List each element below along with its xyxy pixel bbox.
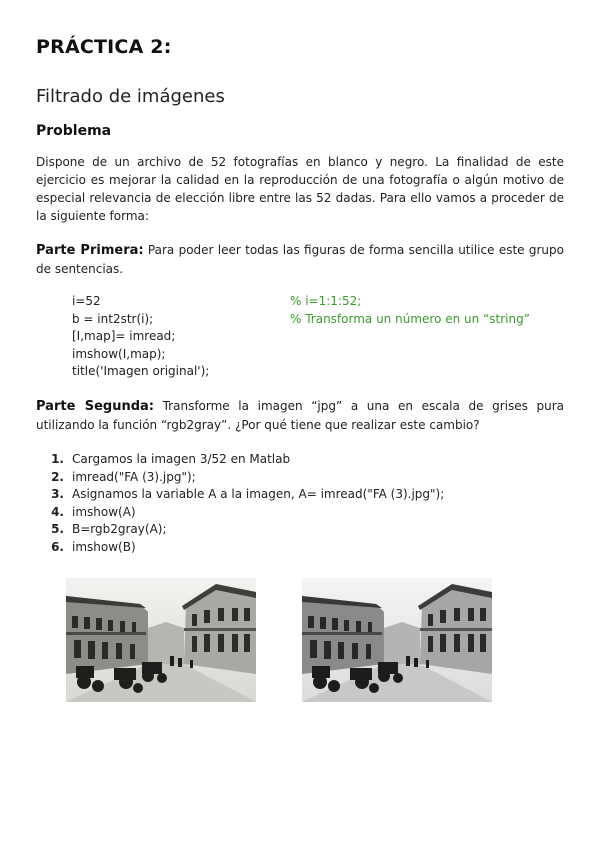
- step-text: imread("FA (3).jpg");: [72, 469, 196, 484]
- parte-primera-paragraph: [36, 241, 564, 278]
- list-item: [36, 486, 444, 504]
- code-statement: title('Imagen original');: [72, 364, 210, 378]
- step-text: imshow(A): [72, 504, 136, 519]
- parte-segunda-lead: Parte Segunda:: [36, 399, 154, 414]
- list-item: [36, 451, 444, 469]
- code-comment: % i=1:1:52;: [290, 294, 362, 308]
- list-item: [36, 504, 444, 522]
- step-text: imshow(B): [72, 539, 136, 554]
- list-item: [36, 539, 444, 557]
- page-subtitle: Filtrado de imágenes: [36, 86, 225, 107]
- parte-primera-lead: Parte Primera:: [36, 243, 144, 258]
- steps-list: [36, 451, 444, 556]
- parte-segunda-text: Transforme la imagen “jpg” a una en escala de grises pura utilizando la función “rgb2gray”. ¿Por qué tiene que realizar este cambio?: [36, 399, 564, 432]
- intro-paragraph: Dispone de un archivo de 52 fotografías en blanco y negro. La finalidad de este ejercicio es mejorar la calidad en la reproducción de una fotografía o algún motivo de especial relevancia de elección libre entre las 52 dadas. Para ello vamos a proceder de la siguiente forma:: [36, 155, 564, 223]
- page-title: PRÁCTICA 2:: [36, 36, 172, 58]
- code-statement: [I,map]= imread;: [72, 329, 176, 343]
- code-line: [72, 328, 564, 346]
- code-line: [72, 311, 564, 329]
- parte-primera-text: Para poder leer todas las figuras de forma sencilla utilice este grupo de sentencias.: [36, 243, 564, 276]
- list-item: [36, 521, 444, 539]
- code-statement: imshow(I,map);: [72, 346, 166, 361]
- step-number: 3.: [51, 487, 64, 501]
- step-text: Asignamos la variable A a la imagen, A= imread("FA (3).jpg");: [72, 487, 445, 501]
- parte-segunda-paragraph: [36, 397, 564, 434]
- step-number: 2.: [51, 469, 64, 484]
- code-block: [72, 293, 564, 381]
- step-number: 1.: [51, 452, 64, 466]
- code-statement: i=52: [72, 294, 101, 308]
- list-item: [36, 469, 444, 487]
- code-line: [72, 346, 564, 364]
- code-line: [72, 363, 564, 381]
- code-line: [72, 293, 564, 311]
- code-comment: % Transforma un número en un “string”: [290, 311, 530, 326]
- step-number: 6.: [51, 539, 64, 554]
- original-street-photo: [66, 578, 256, 702]
- code-statement: b = int2str(i);: [72, 311, 154, 326]
- step-text: B=rgb2gray(A);: [72, 522, 167, 536]
- step-number: 5.: [51, 522, 64, 536]
- section-heading: Problema: [36, 123, 112, 139]
- step-text: Cargamos la imagen 3/52 en Matlab: [72, 452, 291, 466]
- step-number: 4.: [51, 504, 64, 519]
- grayscale-street-photo: [302, 578, 492, 702]
